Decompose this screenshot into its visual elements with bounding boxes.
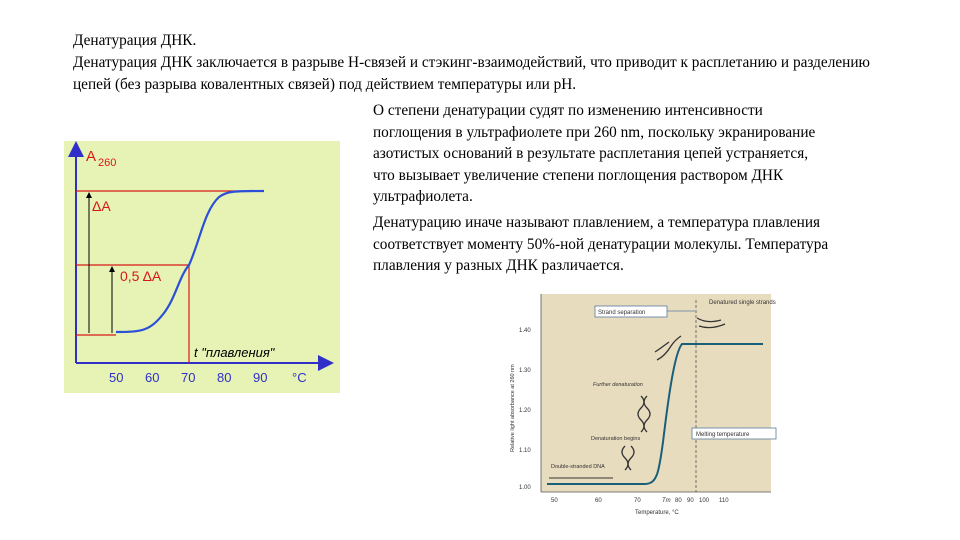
slide-title: Денатурация ДНК. — [73, 32, 197, 49]
x-axis-title: Temperature, °C — [635, 510, 679, 516]
tm-tick-label: Tm — [662, 498, 671, 504]
x-tick-60: 60 — [595, 498, 602, 504]
paragraph-absorbance: О степени денатурации судят по изменению интенсивности поглощения в ультрафиолете при 260 nm, поскольку экранирование азотистых оснований в результате расплетания цепей устраняется, что вызывает увеличение степени поглощения раствором ДНК ультрафиолета. — [373, 102, 816, 205]
x-tick-50: 50 — [109, 370, 124, 385]
x-tick-80: 80 — [675, 498, 682, 504]
x-tick-80: 80 — [217, 370, 232, 385]
y-tick-1-40: 1.40 — [519, 328, 531, 334]
plot-area — [541, 294, 771, 492]
tm-label: t "плавления" — [194, 345, 275, 360]
double-stranded-dna-label: Double-stranded DNA — [551, 464, 605, 470]
textbook-melting-figure — [507, 292, 777, 525]
x-tick-70: 70 — [181, 370, 196, 385]
y-tick-1-10: 1.10 — [519, 448, 531, 454]
half-delta-label: 0,5 ΔA — [120, 268, 162, 284]
x-tick-50: 50 — [551, 498, 558, 504]
x-tick-70: 70 — [634, 498, 641, 504]
y-tick-1-30: 1.30 — [519, 368, 531, 374]
y-axis-label-sub: 260 — [98, 157, 117, 169]
paragraph-definition: Денатурация ДНК заключается в разрыве Н-связей и стэкинг-взаимодействий, что приводит к расплетанию и разделению цепей (без разрыва ковалентных связей) под действием температуры или рН. — [73, 54, 870, 93]
paragraph-melting: Денатурацию иначе называют плавлением, а температура плавления соответствует моменту 50%-ной денатурации молекулы. Температура плавления у разных ДНК различается. — [373, 214, 829, 274]
denatured-single-strands-label: Denatured single strands — [709, 300, 776, 306]
x-tick-60: 60 — [145, 370, 160, 385]
denaturation-begins-label: Denaturation begins — [591, 436, 641, 442]
melting-temperature-label: Melting temperature — [696, 432, 750, 438]
x-unit-label: °C — [292, 370, 307, 385]
x-tick-90: 90 — [253, 370, 268, 385]
strand-separation-label: Strand separation — [598, 310, 646, 316]
textbook-figure-svg — [507, 292, 777, 525]
y-tick-1-00: 1.00 — [519, 485, 531, 491]
y-tick-1-20: 1.20 — [519, 408, 531, 414]
x-tick-90: 90 — [687, 498, 694, 504]
further-denaturation-label: Further denaturation — [593, 382, 643, 388]
x-tick-100: 100 — [699, 498, 710, 504]
melting-curve — [116, 191, 264, 332]
melting-curve-svg — [64, 141, 340, 393]
melting-curve-schematic — [64, 141, 340, 393]
delta-a-label: ΔA — [92, 198, 111, 214]
x-tick-110: 110 — [719, 498, 729, 504]
y-axis-label: A — [86, 148, 97, 165]
y-axis-title: Relative light absorbance at 260 nm — [510, 364, 516, 452]
